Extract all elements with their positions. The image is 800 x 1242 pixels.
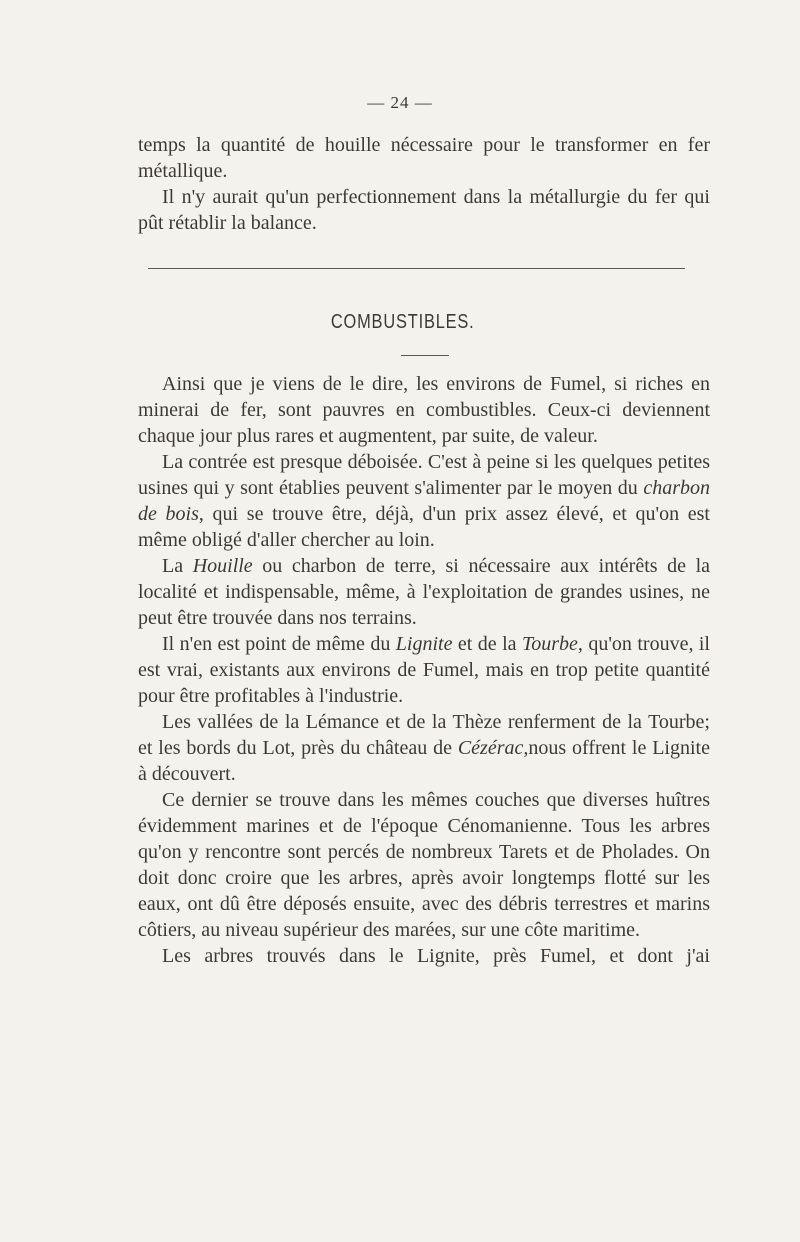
italic-term: Tourbe,: [521, 633, 583, 655]
text-run: Les vallées de la Lémance et de la Thèze renferment de la Tourbe; et les bords du Lot, près du château de: [138, 711, 710, 759]
text-run: Il n'en est point de même du: [162, 633, 396, 655]
paragraph: Il n'y aurait qu'un perfectionnement dans la métallurgie du fer qui pût rétablir la balance.: [138, 186, 710, 234]
section-title: COMBUSTIBLES.: [330, 311, 475, 333]
italic-term: Houille: [192, 555, 253, 577]
paragraph: [138, 709, 710, 787]
paragraph: [138, 449, 710, 553]
text-run: ou charbon de terre, si nécessaire aux intérêts de la localité et indispensable, même, à l'exploitation de grandes usines, ne peut être trouvée dans nos terrains.: [138, 555, 711, 629]
paragraph: [138, 631, 710, 709]
text-run: , qui se trouve être, déjà, d'un prix assez élevé, et qu'on est même obligé d'aller chercher au loin.: [138, 503, 710, 551]
paragraph: Les arbres trouvés dans le Lignite, près Fumel, et dont j'ai: [162, 945, 710, 967]
italic-term: Cézérac,: [457, 737, 529, 759]
italic-term: Lignite: [395, 633, 453, 655]
italic-term: charbon de bois: [138, 477, 710, 525]
section-divider: [148, 268, 685, 269]
text-run: La: [162, 555, 193, 577]
text-run: qu'on trouve, il est vrai, existants aux environs de Fumel, mais en trop petite quantité pour être profitables à l'industrie.: [138, 633, 710, 707]
page-number: — 24 —: [367, 93, 433, 112]
paragraph: Ainsi que je viens de le dire, les environs de Fumel, si riches en minerai de fer, sont pauvres en combustibles. Ceux-ci deviennent chaque jour plus rares et augmentent, par suite, de valeur.: [138, 373, 710, 447]
paragraph: Ce dernier se trouve dans les mêmes couches que diverses huîtres évidemment marines et de l'époque Cénomanienne. Tous les arbres qu'on y rencontre sont percés de nombreux Tarets et de Pholades. On doit donc croire que les arbres, après avoir longtemps flotté sur les eaux, ont dû être déposés ensuite, avec des débris terrestres et marins côtiers, au niveau supérieur des marées, sur une côte maritime.: [138, 789, 710, 941]
paragraph: [138, 553, 710, 631]
paragraph: temps la quantité de houille nécessaire pour le transformer en fer métallique.: [138, 134, 710, 182]
text-run: et de la: [452, 633, 522, 655]
text-run: nous offrent le Lignite à découvert.: [138, 737, 710, 785]
top-text-block: [138, 132, 710, 236]
title-underline: [401, 355, 449, 356]
main-text-block: [138, 371, 710, 969]
text-run: La contrée est presque déboisée. C'est à peine si les quelques petites usines qui y sont établies peuvent s'alimenter par le moyen du: [138, 451, 710, 499]
